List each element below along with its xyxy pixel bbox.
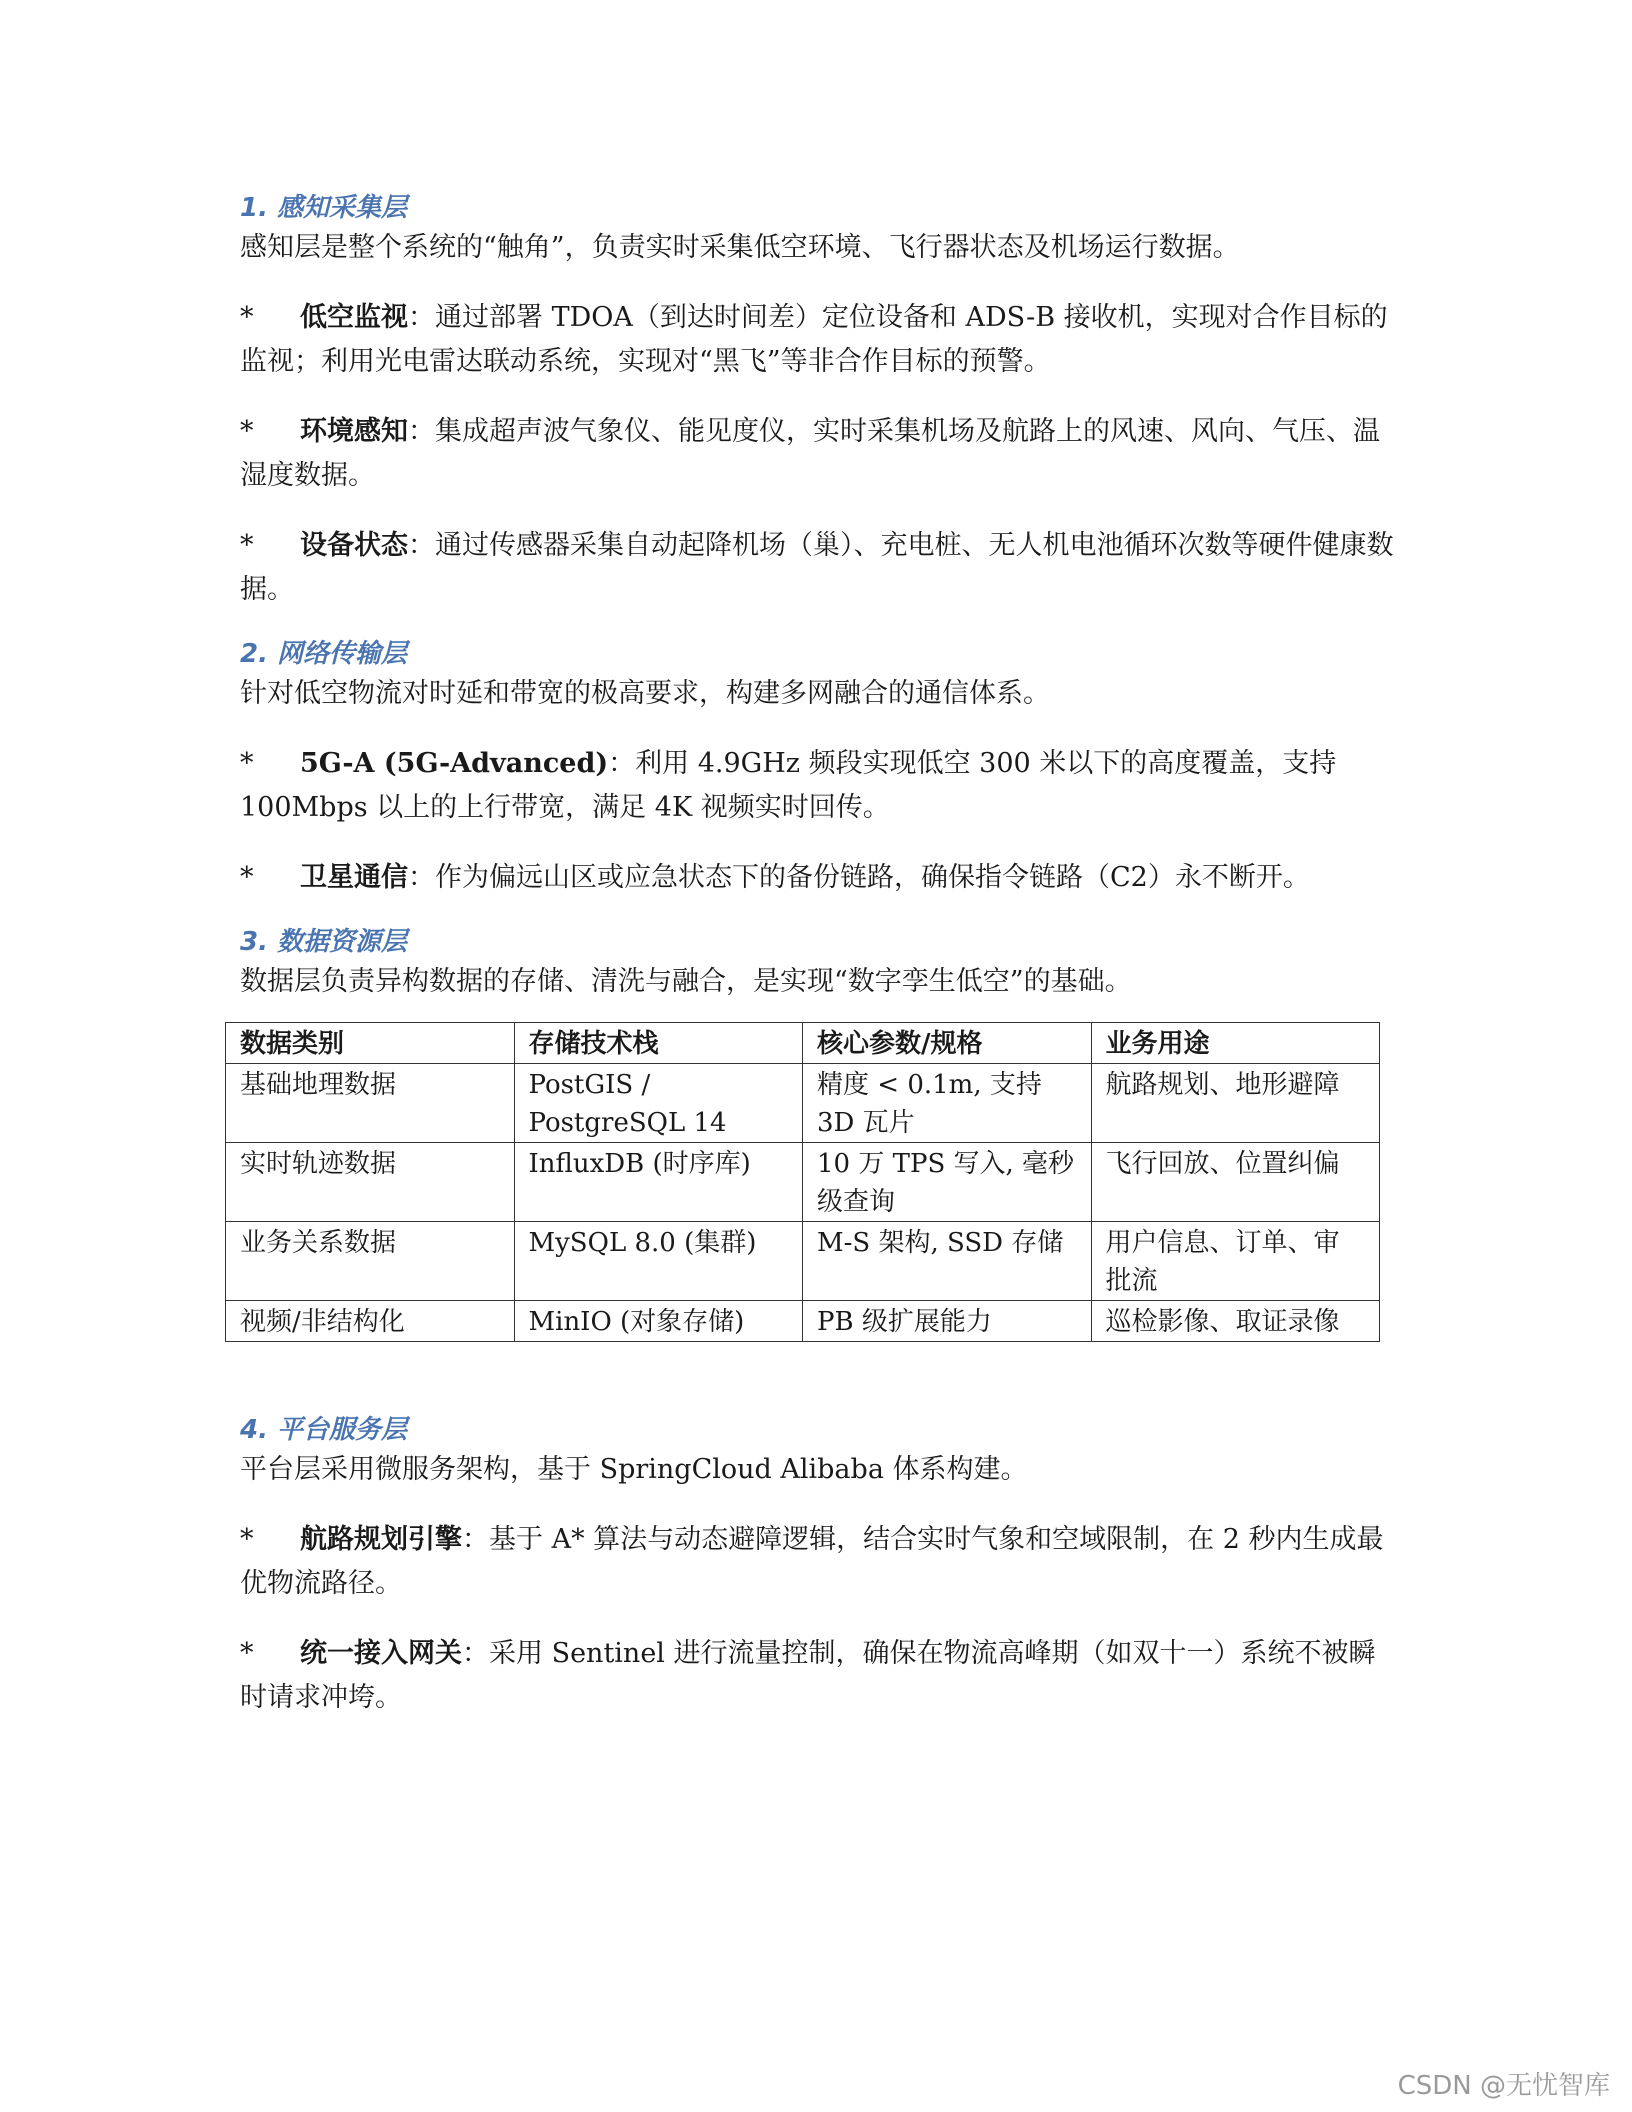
table-cell: 实时轨迹数据 xyxy=(226,1143,515,1222)
bullet-separator: ： xyxy=(408,530,435,561)
section-intro-1: 感知层是整个系统的“触角”，负责实时采集低空环境、飞行器状态及机场运行数据。 xyxy=(240,232,1240,263)
table-header-cell: 核心参数/规格 xyxy=(803,1023,1092,1064)
bullet-item xyxy=(240,410,1400,498)
table-cell: MySQL 8.0 (集群) xyxy=(514,1222,803,1301)
bullet-separator: ： xyxy=(408,862,435,893)
bullet-text: 基于 A* 算法与动态避障逻辑，结合实时气象和空域限制，在 2 秒内生成最优物流路径。 xyxy=(240,1524,1384,1599)
bullet-marker: * xyxy=(240,530,254,561)
bullet-text: 采用 Sentinel 进行流量控制，确保在物流高峰期（如双十一）系统不被瞬时请求冲垮。 xyxy=(240,1638,1376,1713)
bullet-marker: * xyxy=(240,1524,254,1555)
table-cell: 航路规划、地形避障 xyxy=(1091,1064,1380,1143)
bullet-marker: * xyxy=(240,862,254,893)
section-heading-4: 4. 平台服务层 xyxy=(240,1415,408,1445)
bullet-term: 低空监视 xyxy=(300,302,408,333)
bullet-item xyxy=(240,742,1400,830)
table-cell: 飞行回放、位置纠偏 xyxy=(1091,1143,1380,1222)
bullet-separator: ： xyxy=(408,416,435,447)
bullet-marker: * xyxy=(240,416,254,447)
section-heading-1: 1. 感知采集层 xyxy=(240,193,408,223)
bullet-term: 卫星通信 xyxy=(300,862,408,893)
bullet-term: 设备状态 xyxy=(300,530,408,561)
table-header-row xyxy=(226,1023,1380,1064)
document-page xyxy=(240,190,1400,1720)
section-heading-2: 2. 网络传输层 xyxy=(240,639,408,669)
bullet-separator: ： xyxy=(608,748,636,779)
bullet-item xyxy=(240,856,1400,900)
bullet-term: 环境感知 xyxy=(300,416,408,447)
bullet-separator: ： xyxy=(408,302,435,333)
table-cell: 10 万 TPS 写入, 毫秒级查询 xyxy=(803,1143,1092,1222)
data-resource-table xyxy=(225,1022,1380,1342)
table-header-cell: 数据类别 xyxy=(226,1023,515,1064)
table-cell: PostGIS / PostgreSQL 14 xyxy=(514,1064,803,1143)
table-cell: 业务关系数据 xyxy=(226,1222,515,1301)
bullet-item xyxy=(240,296,1400,384)
bullet-separator: ： xyxy=(462,1524,489,1555)
table-cell: MinIO (对象存储) xyxy=(514,1301,803,1342)
table-cell: 基础地理数据 xyxy=(226,1064,515,1143)
bullet-text: 利用 4.9GHz 频段实现低空 300 米以下的高度覆盖，支持 100Mbps 以上的上行带宽，满足 4K 视频实时回传。 xyxy=(240,748,1337,823)
table-cell: 精度 < 0.1m, 支持 3D 瓦片 xyxy=(803,1064,1092,1143)
table-row xyxy=(226,1143,1380,1222)
section-intro-4: 平台层采用微服务架构，基于 SpringCloud Alibaba 体系构建。 xyxy=(240,1454,1028,1485)
bullet-separator: ： xyxy=(462,1638,489,1669)
table-cell: 视频/非结构化 xyxy=(226,1301,515,1342)
table-header-cell: 业务用途 xyxy=(1091,1023,1380,1064)
table-cell: 用户信息、订单、审批流 xyxy=(1091,1222,1380,1301)
table-cell: 巡检影像、取证录像 xyxy=(1091,1301,1380,1342)
section-intro-2: 针对低空物流对时延和带宽的极高要求，构建多网融合的通信体系。 xyxy=(240,678,1050,709)
bullet-text: 作为偏远山区或应急状态下的备份链路，确保指令链路（C2）永不断开。 xyxy=(435,862,1310,893)
bullet-text: 通过部署 TDOA（到达时间差）定位设备和 ADS-B 接收机，实现对合作目标的监视；利用光电雷达联动系统，实现对“黑飞”等非合作目标的预警。 xyxy=(240,302,1388,377)
section-heading-3: 3. 数据资源层 xyxy=(240,927,408,957)
table-row xyxy=(226,1222,1380,1301)
table-header-cell: 存储技术栈 xyxy=(514,1023,803,1064)
bullet-item xyxy=(240,1632,1400,1720)
bullet-text: 集成超声波气象仪、能见度仪，实时采集机场及航路上的风速、风向、气压、温湿度数据。 xyxy=(240,416,1380,491)
bullet-text: 通过传感器采集自动起降机场（巢）、充电桩、无人机电池循环次数等硬件健康数据。 xyxy=(240,530,1394,605)
bullet-term: 航路规划引擎 xyxy=(300,1524,462,1555)
bullet-marker: * xyxy=(240,302,254,333)
bullet-marker: * xyxy=(240,1638,254,1669)
watermark: CSDN @无忧智库 xyxy=(1397,2071,1610,2101)
table-cell: InfluxDB (时序库) xyxy=(514,1143,803,1222)
bullet-item xyxy=(240,524,1400,612)
section-intro-3: 数据层负责异构数据的存储、清洗与融合，是实现“数字孪生低空”的基础。 xyxy=(240,966,1132,997)
table-cell: PB 级扩展能力 xyxy=(803,1301,1092,1342)
table-row xyxy=(226,1064,1380,1143)
bullet-marker: * xyxy=(240,748,254,779)
table-row xyxy=(226,1301,1380,1342)
table-cell: M-S 架构, SSD 存储 xyxy=(803,1222,1092,1301)
bullet-term: 统一接入网关 xyxy=(300,1638,462,1669)
bullet-term: 5G-A (5G-Advanced) xyxy=(300,748,609,779)
bullet-item xyxy=(240,1518,1400,1606)
